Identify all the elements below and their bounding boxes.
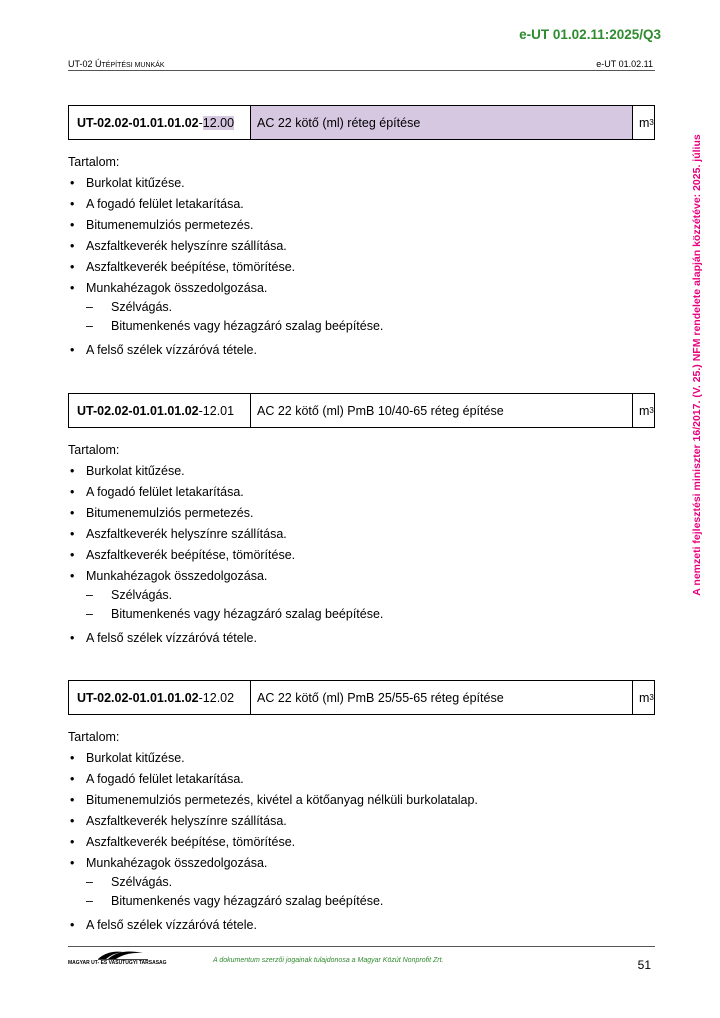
sub-list-item: – Szélvágás. <box>86 300 655 314</box>
list-item <box>68 856 655 908</box>
item-table <box>68 680 655 715</box>
item-code-sep: - <box>198 690 203 705</box>
list-item: • A fogadó felület letakarítása. <box>68 485 655 499</box>
side-publication-note <box>690 100 704 630</box>
list-item: • Aszfaltkeverék helyszínre szállítása. <box>68 527 655 541</box>
item-unit-cell: m 3 <box>639 690 654 705</box>
sub-list-item: – Szélvágás. <box>86 588 655 602</box>
list-item: • Aszfaltkeverék helyszínre szállítása. <box>68 814 655 828</box>
item-unit-cell: m 3 <box>639 403 654 418</box>
list-item: • Aszfaltkeverék helyszínre szállítása. <box>68 239 655 253</box>
item-code: UT-02.02-01.01.01.02 <box>77 403 199 418</box>
item-code-sep: - <box>198 403 203 418</box>
list-item: • Aszfaltkeverék beépítése, tömörítése. <box>68 548 655 562</box>
item-unit-cell: m 3 <box>639 115 654 130</box>
header-rule <box>68 70 655 71</box>
sub-list-item: – Bitumenkenés vagy hézagzáró szalag beépítése. <box>86 319 655 333</box>
sub-list <box>86 875 655 908</box>
item-code-sep: - <box>198 115 203 130</box>
content-label: Tartalom: <box>68 730 120 744</box>
item-code-suffix: 12.01 <box>202 403 235 418</box>
list-item-text: Munkahézagok összedolgozása. <box>86 281 268 295</box>
list-item: • Bitumenemulziós permetezés, kivétel a kötőanyag nélküli burkolatalap. <box>68 793 655 807</box>
unit: m <box>639 403 650 418</box>
list-item: • A fogadó felület letakarítása. <box>68 772 655 786</box>
society-logo <box>68 949 178 971</box>
running-header-right: e-UT 01.02.11 <box>596 59 653 69</box>
list-item: • Burkolat kitűzése. <box>68 176 655 190</box>
item-description-cell: AC 22 kötő (ml) PmB 10/40-65 réteg építése <box>251 394 633 427</box>
list-item <box>68 569 655 621</box>
work-item-section <box>68 105 655 357</box>
unit: m <box>639 115 650 130</box>
copyright-notice: A dokumentum szerzői jogainak tulajdonosa a Magyar Közút Nonprofit Zrt. <box>213 957 444 964</box>
list-item: • Burkolat kitűzése. <box>68 464 655 478</box>
item-table <box>68 393 655 428</box>
item-code-suffix: 12.02 <box>202 690 235 705</box>
list-item: • A felső szélek vízzáróvá tétele. <box>68 631 655 645</box>
work-item-section <box>68 680 655 932</box>
running-header-left <box>68 59 165 69</box>
sub-list <box>86 300 655 333</box>
sub-list-item: – Szélvágás. <box>86 875 655 889</box>
side-note-text: A nemzeti fejlesztési miniszter 16/2017. (V. 25.) NFM rendelete alapján közzétéve: 2025. július <box>691 134 703 596</box>
list-item: • Burkolat kitűzése. <box>68 751 655 765</box>
item-code: UT-02.02-01.01.01.02 <box>77 115 199 130</box>
header-left-smallcaps: TÉPÍTÉSI MUNKÁK <box>101 62 165 69</box>
content-list <box>68 751 655 932</box>
logo-text: MAGYAR UT- ES VASUTUGYI TARSASAG <box>68 960 167 966</box>
list-item <box>68 281 655 333</box>
item-code: UT-02.02-01.01.01.02 <box>77 690 199 705</box>
list-item: • Aszfaltkeverék beépítése, tömörítése. <box>68 835 655 849</box>
page-number: 51 <box>637 958 651 972</box>
list-item: • A felső szélek vízzáróvá tétele. <box>68 918 655 932</box>
item-code-cell <box>69 106 251 139</box>
sub-list <box>86 588 655 621</box>
work-item-section <box>68 393 655 645</box>
list-item-text: Munkahézagok összedolgozása. <box>86 569 268 583</box>
list-item: • Aszfaltkeverék beépítése, tömörítése. <box>68 260 655 274</box>
item-description-cell: AC 22 kötő (ml) réteg építése <box>251 106 633 139</box>
content-list <box>68 176 655 357</box>
item-code-cell <box>69 394 251 427</box>
sub-list-item: – Bitumenkenés vagy hézagzáró szalag beépítése. <box>86 607 655 621</box>
document-code: e-UT 01.02.11:2025/Q3 <box>519 27 661 42</box>
header-left-prefix: UT-02 Ú <box>68 59 102 69</box>
content-list <box>68 464 655 645</box>
list-item: • Bitumenemulziós permetezés. <box>68 506 655 520</box>
list-item: • Bitumenemulziós permetezés. <box>68 218 655 232</box>
content-label: Tartalom: <box>68 443 120 457</box>
footer-rule <box>68 946 655 947</box>
list-item: • A felső szélek vízzáróvá tétele. <box>68 343 655 357</box>
unit: m <box>639 690 650 705</box>
item-code-suffix-highlighted: 12.00 <box>202 115 235 130</box>
item-description-cell: AC 22 kötő (ml) PmB 25/55-65 réteg építése <box>251 681 633 714</box>
list-item: • A fogadó felület letakarítása. <box>68 197 655 211</box>
sub-list-item: – Bitumenkenés vagy hézagzáró szalag beépítése. <box>86 894 655 908</box>
content-label: Tartalom: <box>68 155 120 169</box>
list-item-text: Munkahézagok összedolgozása. <box>86 856 268 870</box>
item-table <box>68 105 655 140</box>
item-code-cell <box>69 681 251 714</box>
